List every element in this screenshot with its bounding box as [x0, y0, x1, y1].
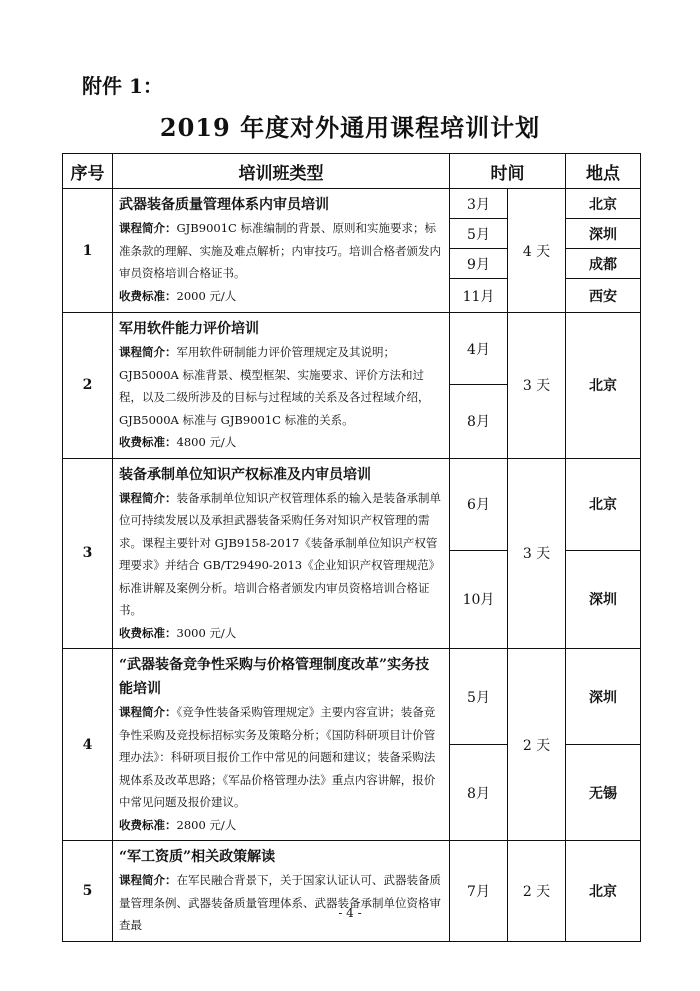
session-place: 成都 [566, 249, 641, 279]
course-description [113, 841, 450, 942]
intro-label: 课程简介： [119, 221, 177, 235]
intro-label: 课程简介： [119, 873, 177, 887]
session-month: 11月 [450, 279, 508, 313]
row-number: 1 [63, 189, 113, 313]
course-fee: 2000 元/人 [176, 288, 237, 303]
session-place: 深圳 [566, 219, 641, 249]
course-intro: 在军民融合背景下，关于国家认证认可、武器装备质量管理条例、武器装备质量管理体系、武器装备承制单位资格审查最 [119, 873, 441, 932]
intro-label: 课程简介： [119, 490, 177, 505]
attachment-label: 附件 1： [82, 74, 163, 98]
course-duration: 3 天 [508, 313, 566, 459]
table-row [63, 841, 641, 942]
session-month: 9月 [450, 249, 508, 279]
intro-label: 课程简介： [119, 705, 177, 719]
row-number: 3 [63, 458, 113, 649]
session-place: 深圳 [566, 649, 641, 745]
course-intro: GJB9001C 标准编制的背景、原则和实施要求；标准条款的理解、实施及难点解析；内审技巧。培训合格者颁发内审员资格培训合格证书。 [119, 221, 441, 280]
col-header-place: 地点 [566, 154, 641, 189]
row-number: 2 [63, 313, 113, 459]
col-header-type: 培训班类型 [113, 154, 450, 189]
session-month: 7月 [450, 841, 508, 942]
session-place: 西安 [566, 279, 641, 313]
course-duration: 4 天 [508, 189, 566, 313]
col-header-time: 时间 [450, 154, 566, 189]
course-name: “军工资质”相关政策解读 [119, 849, 276, 865]
course-fee: 3000 元/人 [176, 625, 237, 640]
row-number: 4 [63, 649, 113, 841]
table-row [63, 313, 641, 385]
course-description [113, 458, 450, 649]
course-intro: 军用软件研制能力评价管理规定及其说明；GJB5000A 标准背景、模型框架、实施要求、评价方法和过程，以及二级所涉及的目标与过程域的关系及各过程域介绍，GJB5000A 标准与 GJB9001C 标准的关系。 [119, 345, 430, 427]
course-duration: 3 天 [508, 458, 566, 649]
session-month: 8月 [450, 385, 508, 458]
session-month: 10月 [450, 550, 508, 648]
session-month: 5月 [450, 219, 508, 249]
session-month: 5月 [450, 649, 508, 745]
course-place: 北京 [566, 313, 641, 459]
session-month: 4月 [450, 313, 508, 385]
course-name: “武器装备竞争性采购与价格管理制度改革”实务技能培训 [119, 657, 430, 697]
session-place: 深圳 [566, 550, 641, 648]
fee-label: 收费标准： [119, 817, 177, 832]
fee-label: 收费标准： [119, 435, 177, 449]
table-row [63, 649, 641, 745]
course-duration: 2 天 [508, 841, 566, 942]
training-plan-table [62, 153, 641, 942]
course-fee: 4800 元/人 [176, 435, 237, 449]
session-month: 8月 [450, 745, 508, 841]
course-description [113, 649, 450, 841]
course-fee: 2800 元/人 [176, 817, 237, 832]
course-name: 军用软件能力评价培训 [119, 321, 259, 337]
course-description [113, 189, 450, 313]
session-place: 北京 [566, 458, 641, 550]
course-intro: 装备承制单位知识产权管理体系的输入是装备承制单位可持续发展以及承担武器装备采购任务对知识产权管理的需求。课程主要针对 GJB9158-2017《装备承制单位知识产权管理要求》并结合 GB/T29490-2013《企业知识产权管理规范》标准讲解及案例分析。培训合格者颁发内审员资格培训合格证书。 [119, 490, 441, 617]
document-title: 2019 年度对外通用课程培训计划 [159, 113, 541, 142]
table-row [63, 189, 641, 219]
session-place: 北京 [566, 189, 641, 219]
course-intro: 《竞争性装备采购管理规定》主要内容宣讲；装备竞争性采购及竞投标招标实务及策略分析；《国防科研项目计价管理办法》：科研项目报价工作中常见的问题和建议；装备采购法规体系及改革思路；《军品价格管理办法》重点内容讲解，报价中常见问题及报价建议。 [119, 705, 436, 809]
fee-label: 收费标准： [119, 288, 177, 303]
table-header-row [63, 154, 641, 189]
col-header-no: 序号 [63, 154, 113, 189]
table-row [63, 458, 641, 550]
session-place: 无锡 [566, 745, 641, 841]
course-name: 武器装备质量管理体系内审员培训 [119, 197, 329, 213]
course-place: 北京 [566, 841, 641, 942]
row-number: 5 [63, 841, 113, 942]
fee-label: 收费标准： [119, 625, 177, 640]
intro-label: 课程简介： [119, 345, 177, 359]
session-month: 6月 [450, 458, 508, 550]
page-number: - 4 - [338, 906, 362, 920]
course-duration: 2 天 [508, 649, 566, 841]
course-name: 装备承制单位知识产权标准及内审员培训 [119, 466, 371, 483]
session-month: 3月 [450, 189, 508, 219]
course-description [113, 313, 450, 459]
